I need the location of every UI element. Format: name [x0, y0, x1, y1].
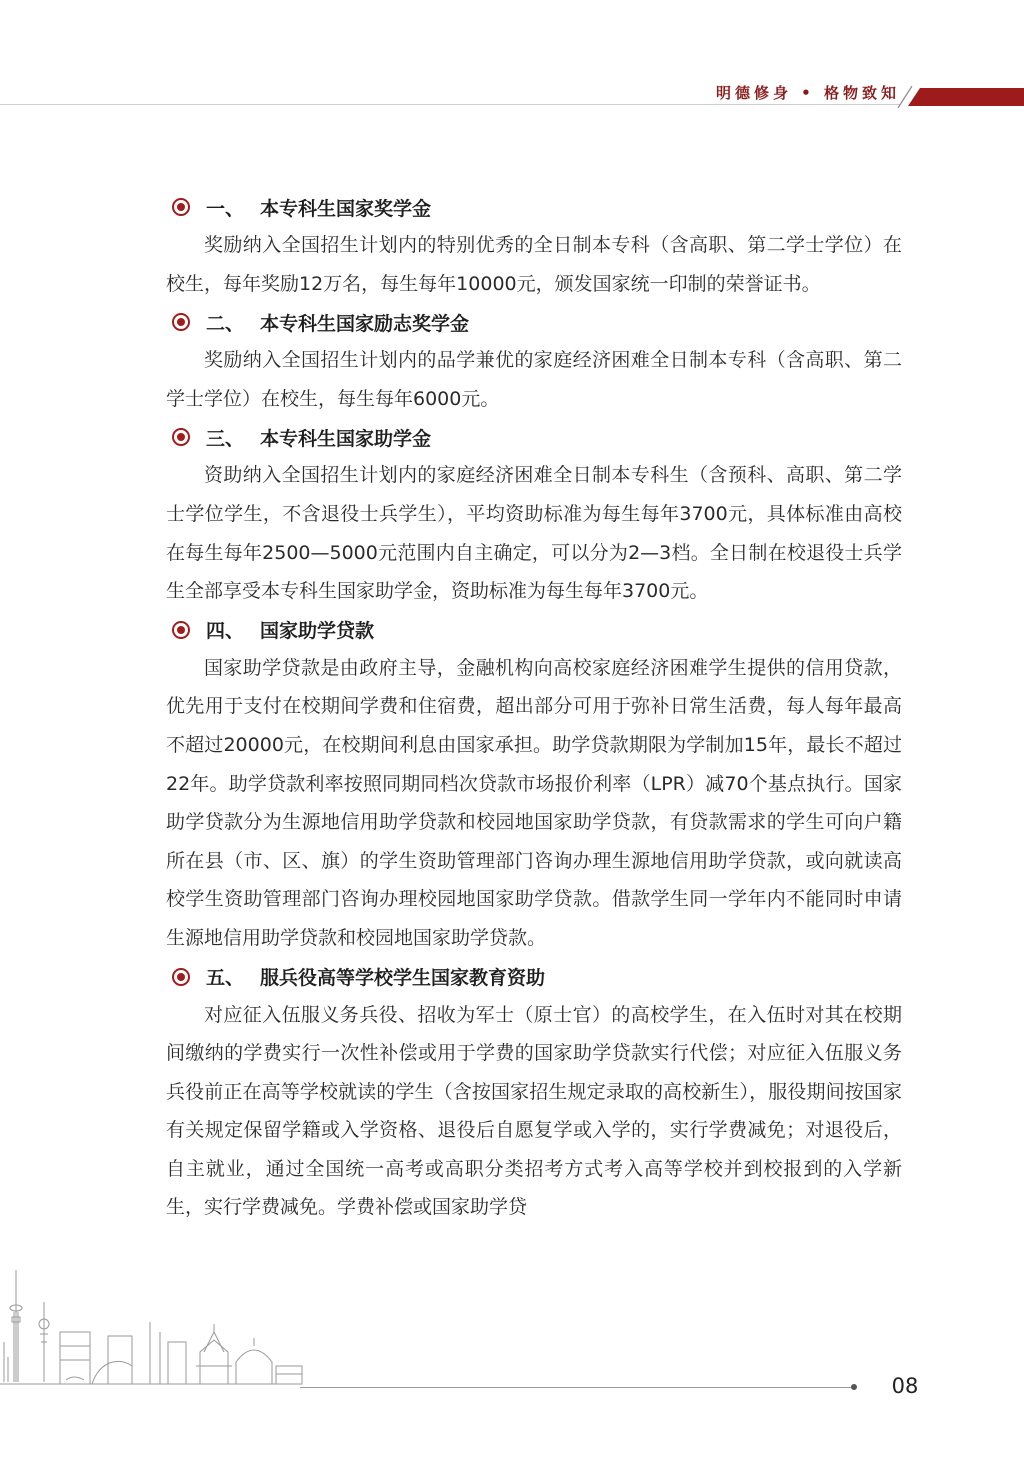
section-paragraph-5: 对应征入伍服义务兵役、招收为军士（原士官）的高校学生，在入伍时对其在校期间缴纳的学费实行一次性补偿或用于学费的国家助学贷款实行代偿；对应征入伍服义务兵役前正在高等学校就读的学生（含按国家招生规定录取的高校新生），服役期间按国家有关规定保留学籍或入学资格、退役后自愿复学或入学的，实行学费减免；对退役后，自主就业，通过全国统一高考或高职分类招考方式考入高等学校并到校报到的入学新生，实行学费减免。学费补偿或国家助学贷 — [166, 1003, 902, 1219]
section-number: 一、 — [206, 197, 245, 220]
section-heading-4 — [166, 611, 902, 649]
target-bullet-icon — [172, 621, 190, 639]
section-title: 本专科生国家助学金 — [260, 427, 432, 450]
section-heading-2 — [166, 303, 902, 341]
section-number: 五、 — [206, 967, 245, 989]
section-title: 服兵役高等学校学生国家教育资助 — [260, 967, 546, 989]
section-title: 本专科生国家励志奖学金 — [260, 312, 470, 335]
header-motto: 明德修身 • 格物致知 — [715, 84, 900, 102]
section-heading-1 — [166, 188, 902, 226]
header-rule — [0, 104, 900, 105]
document-body — [166, 188, 902, 1227]
section-paragraph-3: 资助纳入全国招生计划内的家庭经济困难全日制本专科生（含预科、高职、第二学士学位学生，不含退役士兵学生），平均资助标准为每生每年3700元，具体标准由高校在每生每年2500—5000元范围内自主确定，可以分为2—3档。全日制在校退役士兵学生全部享受本专科生国家助学金，资助标准为每生每年3700元。 — [166, 464, 902, 603]
section-number: 四、 — [206, 620, 245, 643]
city-skyline-illustration — [0, 1262, 310, 1392]
target-bullet-icon — [172, 198, 190, 216]
header-red-bar — [908, 88, 1024, 106]
footer-dot — [851, 1384, 857, 1390]
section-title: 国家助学贷款 — [260, 620, 375, 643]
target-bullet-icon — [172, 313, 190, 331]
section-paragraph-1: 奖励纳入全国招生计划内的特别优秀的全日制本专科（含高职、第二学士学位）在校生，每年奖励12万名，每生每年10000元，颁发国家统一印制的荣誉证书。 — [166, 234, 902, 295]
footer-rule — [300, 1387, 852, 1388]
section-heading-3 — [166, 418, 902, 456]
section-title: 本专科生国家奖学金 — [260, 197, 432, 220]
target-bullet-icon — [172, 428, 190, 446]
target-bullet-icon — [172, 968, 190, 986]
section-paragraph-2: 奖励纳入全国招生计划内的品学兼优的家庭经济困难全日制本专科（含高职、第二学士学位）在校生，每生每年6000元。 — [166, 349, 902, 410]
section-heading-5 — [166, 958, 902, 996]
section-number: 二、 — [206, 312, 245, 335]
section-number: 三、 — [206, 427, 245, 450]
section-paragraph-4: 国家助学贷款是由政府主导，金融机构向高校家庭经济困难学生提供的信用贷款，优先用于支付在校期间学费和住宿费，超出部分可用于弥补日常生活费，每人每年最高不超过20000元，在校期间利息由国家承担。助学贷款期限为学制加15年，最长不超过22年。助学贷款利率按照同期同档次贷款市场报价利率（LPR）减70个基点执行。国家助学贷款分为生源地信用助学贷款和校园地国家助学贷款，有贷款需求的学生可向户籍所在县（市、区、旗）的学生资助管理部门咨询办理生源地信用助学贷款，或向就读高校学生资助管理部门咨询办理校园地国家助学贷款。借款学生同一学年内不能同时申请生源地信用助学贷款和校园地国家助学贷款。 — [166, 656, 902, 949]
page-number: 08 — [891, 1374, 919, 1398]
